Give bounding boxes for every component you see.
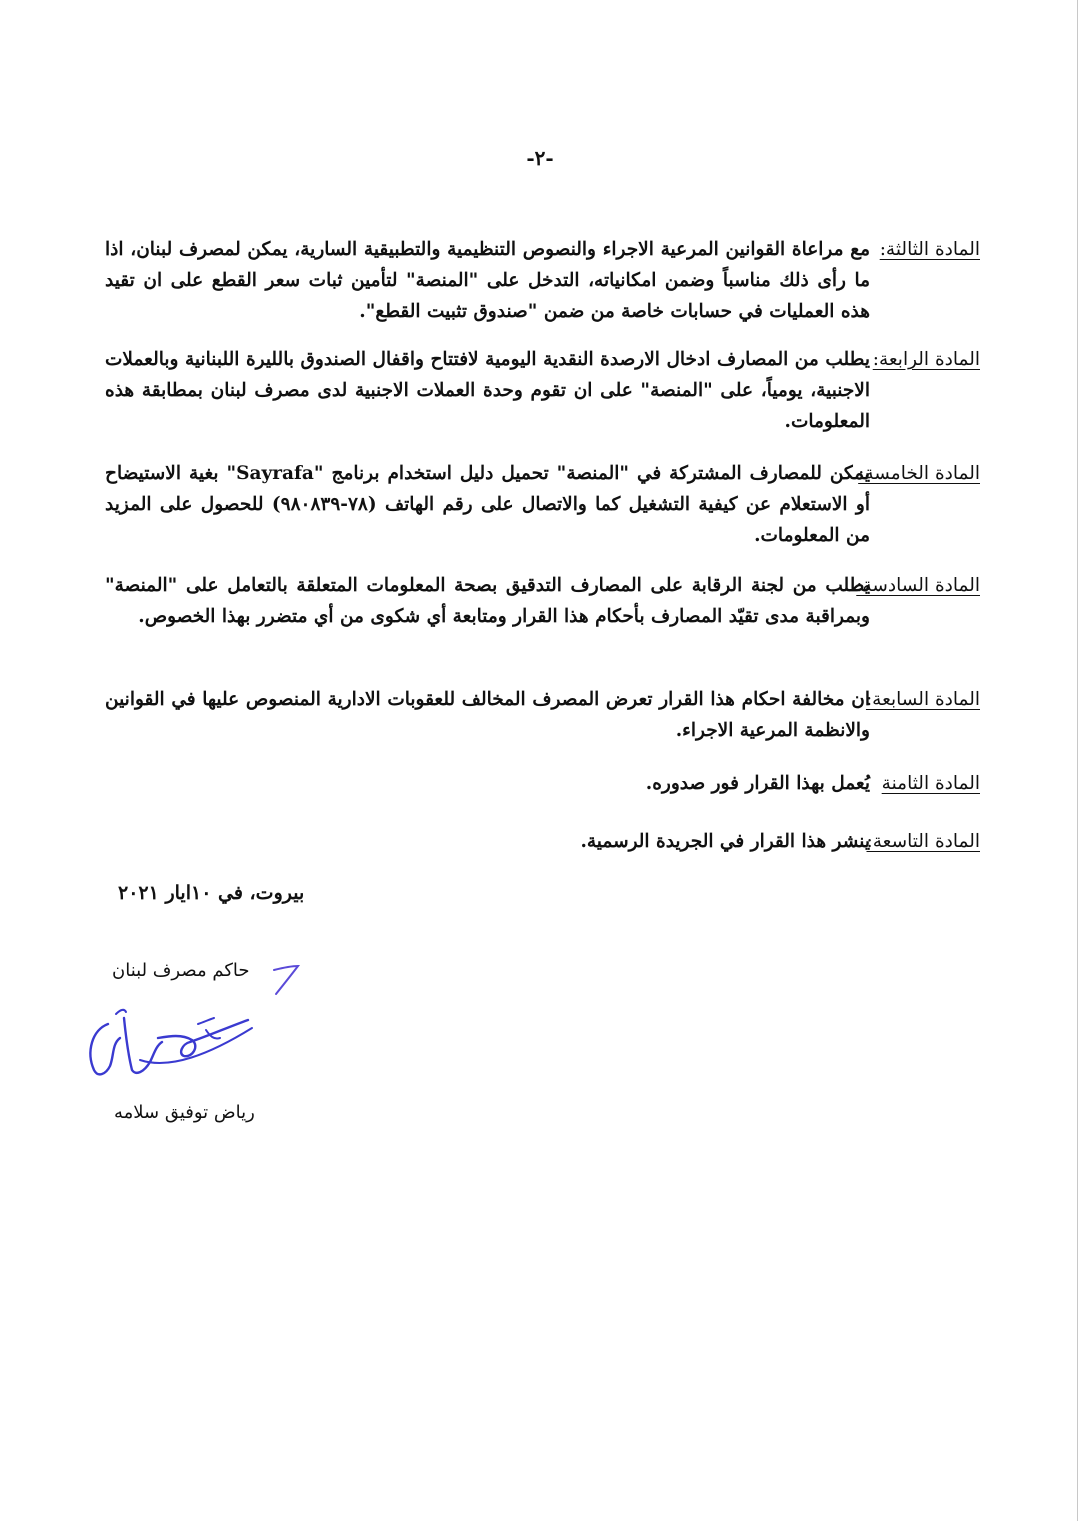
article-8-text: يُعمل بهذا القرار فور صدوره. (645, 773, 870, 794)
article-5 (105, 458, 980, 551)
article-7-heading: المادة السابعة: (865, 689, 980, 710)
page-edge-line (1077, 0, 1078, 1521)
page-number: -٢- (526, 146, 554, 170)
article-7 (105, 684, 980, 746)
article-5-text: يمكن للمصارف المشتركة في "المنصة" تحميل دليل استخدام برنامج "Sayrafa" بغية الاستيضاح أو الاستعلام عن كيفية التشغيل كما والاتصال على رقم الهاتف (٧٨-٩٨٠٨٣٩) للحصول على المزيد من المعلومات. (105, 463, 870, 546)
article-3-heading: المادة الثالثة: (879, 239, 980, 260)
article-9 (105, 826, 980, 857)
article-9-heading: المادة التاسعة: (866, 831, 980, 852)
article-5-heading: المادة الخامسة: (858, 463, 980, 484)
signer-name: رياض توفيق سلامه (114, 1102, 255, 1123)
article-4-heading: المادة الرابعة: (872, 349, 980, 370)
handwritten-signature (80, 990, 280, 1090)
article-7-text: ان مخالفة احكام هذا القرار تعرض المصرف المخالف للعقوبات الادارية المنصوص عليها في القوانين والانظمة المرعية الاجراء. (105, 689, 870, 741)
article-4 (105, 344, 980, 437)
article-8 (105, 768, 980, 799)
article-6 (105, 570, 980, 632)
article-9-text: ينشر هذا القرار في الجريدة الرسمية. (580, 831, 870, 852)
signer-title: حاكم مصرف لبنان (112, 960, 250, 981)
article-3-text: مع مراعاة القوانين المرعية الاجراء والنصوص التنظيمية والتطبيقية السارية، يمكن لمصرف لبنان، اذا ما رأى ذلك مناسباً وضمن امكانياته، التدخل على "المنصة" لتأمين ثبات سعر القطع على ان تقيد هذه العمليات في حسابات خاصة من ضمن "صندوق تثبيت القطع". (105, 239, 870, 322)
article-3 (105, 234, 980, 327)
article-6-text: يطلب من لجنة الرقابة على المصارف التدقيق بصحة المعلومات المتعلقة بالتعامل على "المنصة" وبمراقبة مدى تقيّد المصارف بأحكام هذا القرار ومتابعة أي شكوى من أي متضرر بهذا الخصوص. (105, 575, 870, 627)
article-4-text: يطلب من المصارف ادخال الارصدة النقدية اليومية لافتتاح واقفال الصندوق بالليرة اللبنانية وبالعملات الاجنبية، يومياً، على "المنصة" على ان تقوم وحدة العملات الاجنبية لدى مصرف لبنان بمطابقة هذه المعلومات. (105, 349, 870, 432)
article-6-heading: المادة السادسة: (856, 575, 980, 596)
article-8-heading: المادة الثامنة (881, 773, 980, 794)
place-and-date: بيروت، في ١٠ايار ٢٠٢١ (118, 882, 305, 904)
